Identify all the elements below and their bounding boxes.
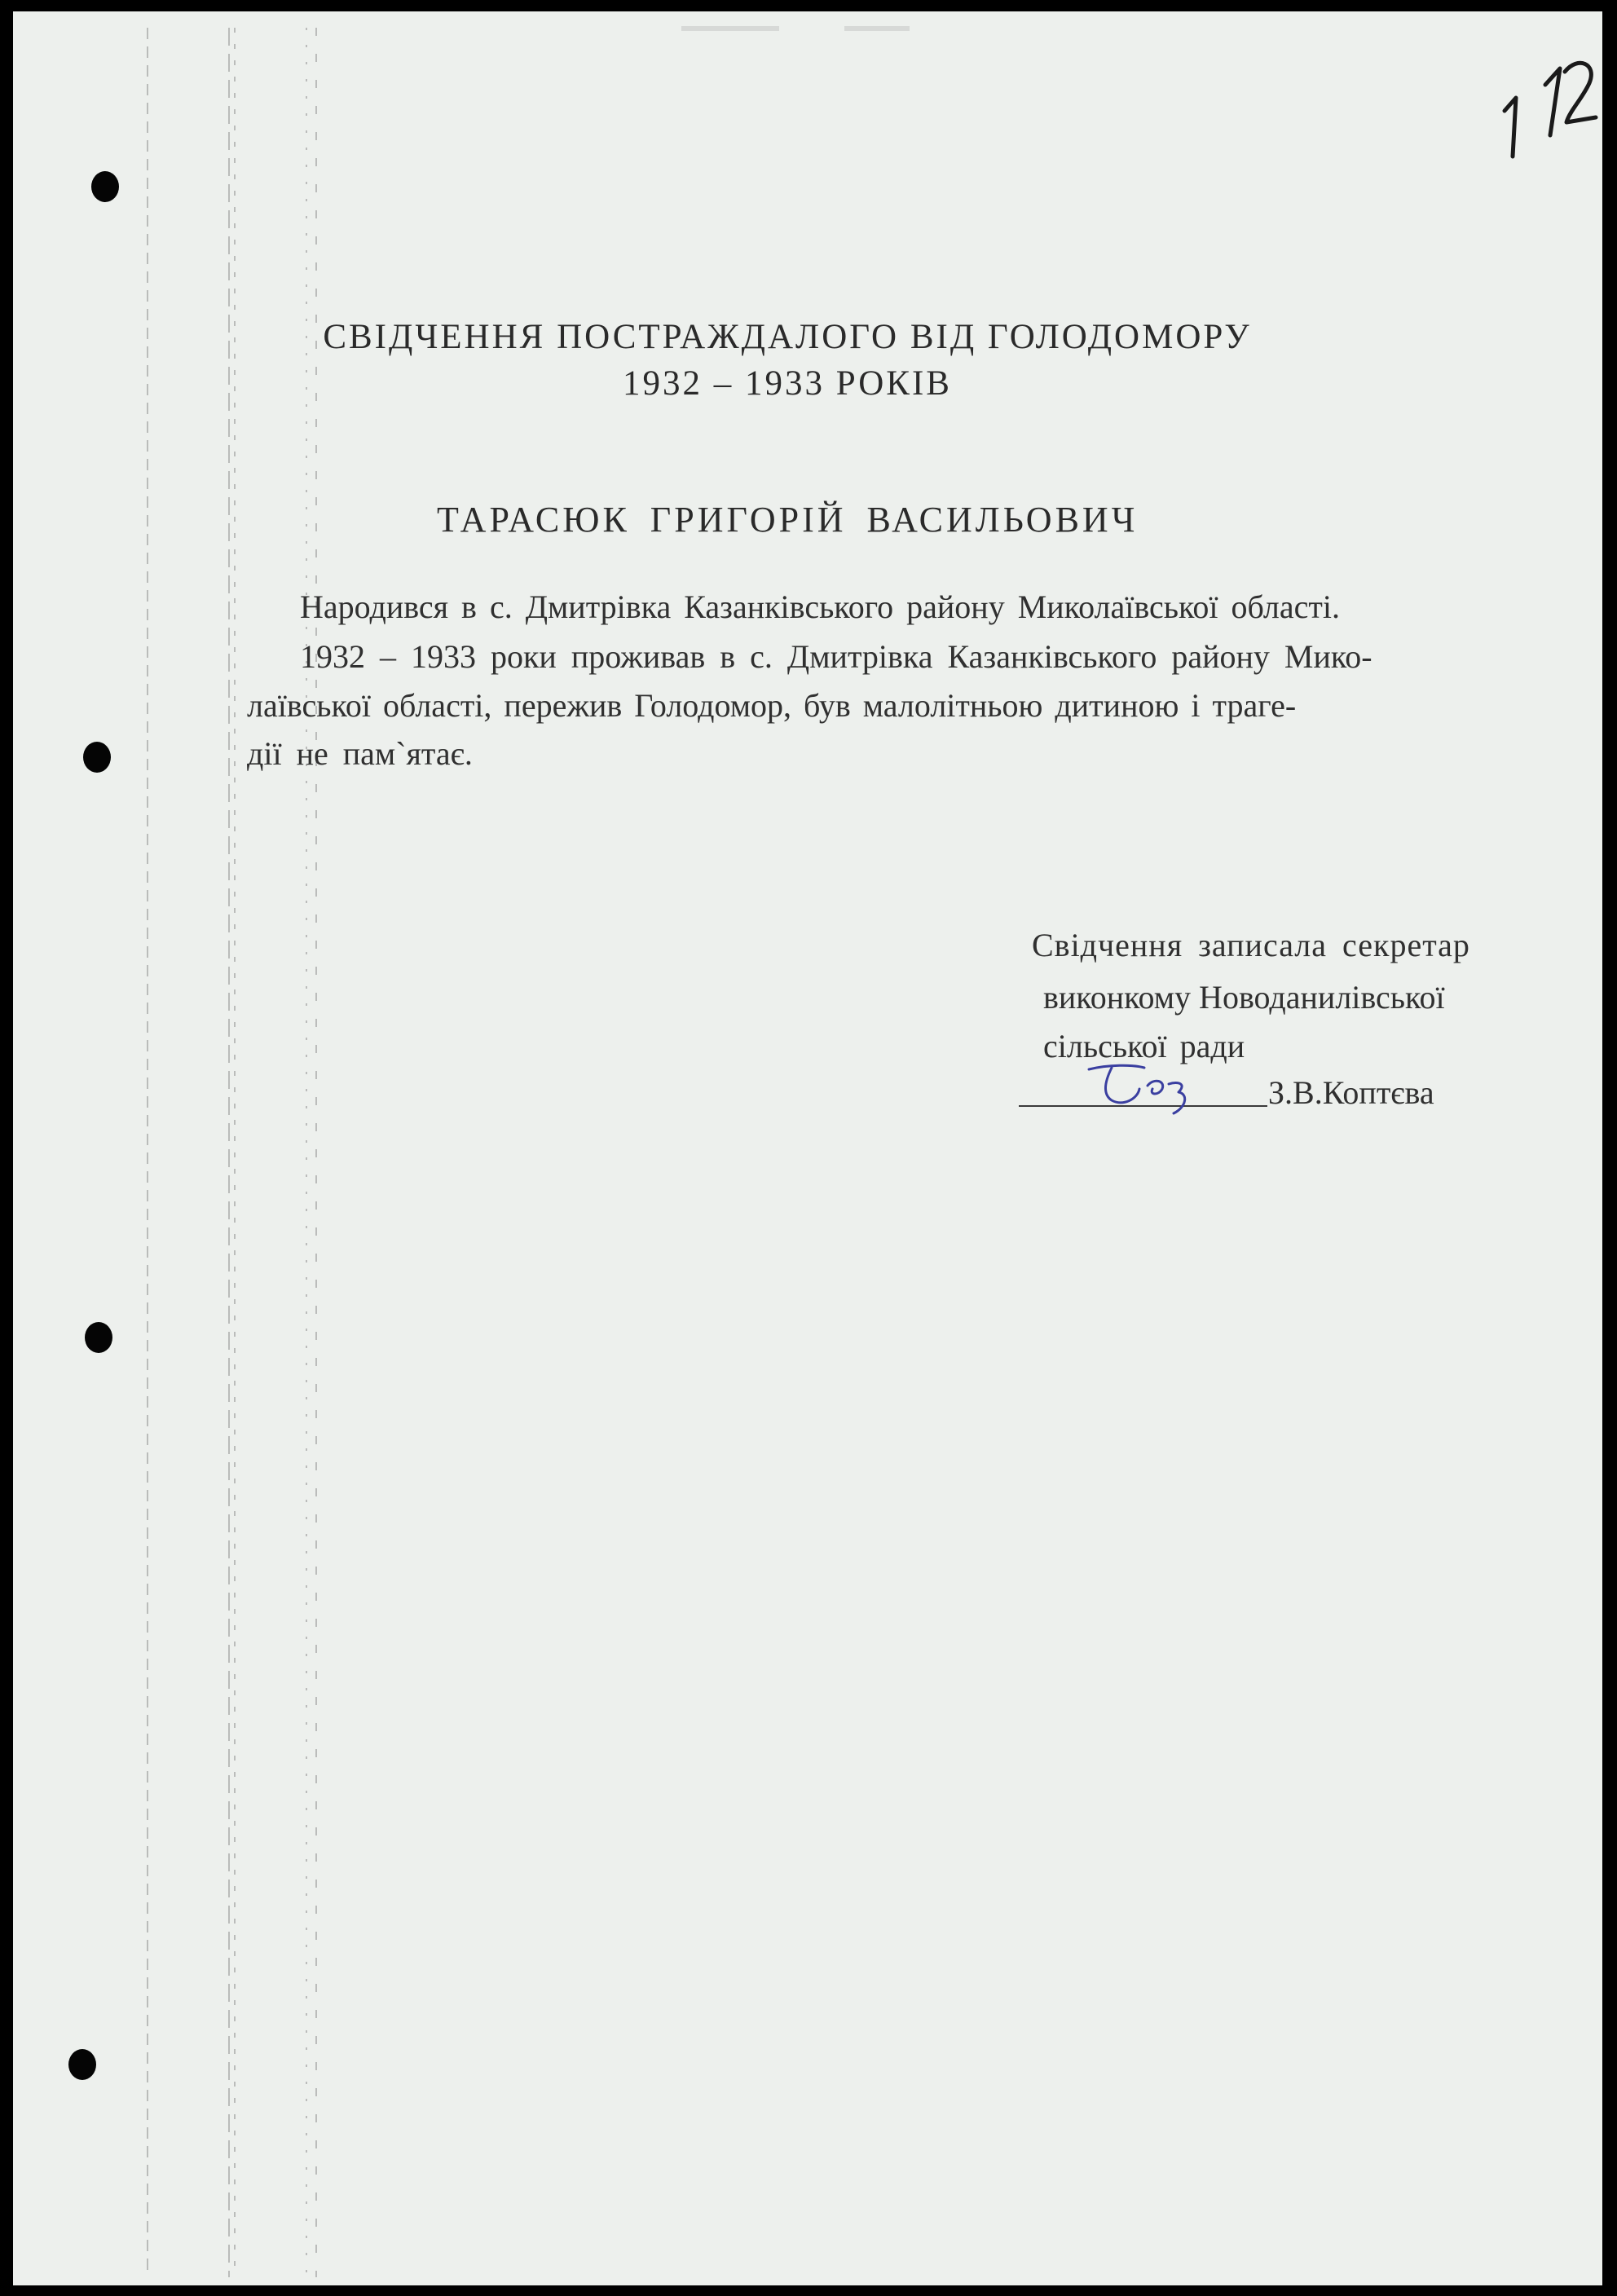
document-page — [13, 11, 1602, 2285]
recorder-line: виконкому Новоданилівської — [1043, 979, 1445, 1016]
punch-hole — [68, 2049, 96, 2080]
handwritten-page-number — [1488, 44, 1602, 166]
handwritten-signature — [1084, 1061, 1214, 1120]
punch-hole — [85, 1322, 112, 1353]
witness-name: ТАРАСЮК ГРИГОРІЙ ВАСИЛЬОВИЧ — [437, 500, 1139, 540]
signer-name: З.В.Коптєва — [1268, 1074, 1434, 1111]
recorder-line: Свідчення записала секретар — [1032, 927, 1470, 963]
punch-hole — [83, 742, 111, 773]
testimony-line: дії не пам`ятає. — [247, 735, 473, 772]
document-title-years: 1932 – 1933 РОКІВ — [623, 364, 952, 403]
testimony-line: 1932 – 1933 роки проживав в с. Дмитрівка Казанківського району Мико- — [300, 638, 1372, 675]
testimony-line: Народився в с. Дмитрівка Казанківського району Миколаївської області. — [300, 588, 1340, 625]
testimony-line: лаївської області, пережив Голодомор, був малолітньою дитиною і траге- — [247, 687, 1297, 724]
recorder-line: сільської ради — [1043, 1028, 1245, 1064]
punch-hole — [91, 171, 119, 202]
faint-top-imprint — [681, 23, 975, 36]
document-title: СВІДЧЕННЯ ПОСТРАЖДАЛОГО ВІД ГОЛОДОМОРУ — [323, 318, 1252, 356]
